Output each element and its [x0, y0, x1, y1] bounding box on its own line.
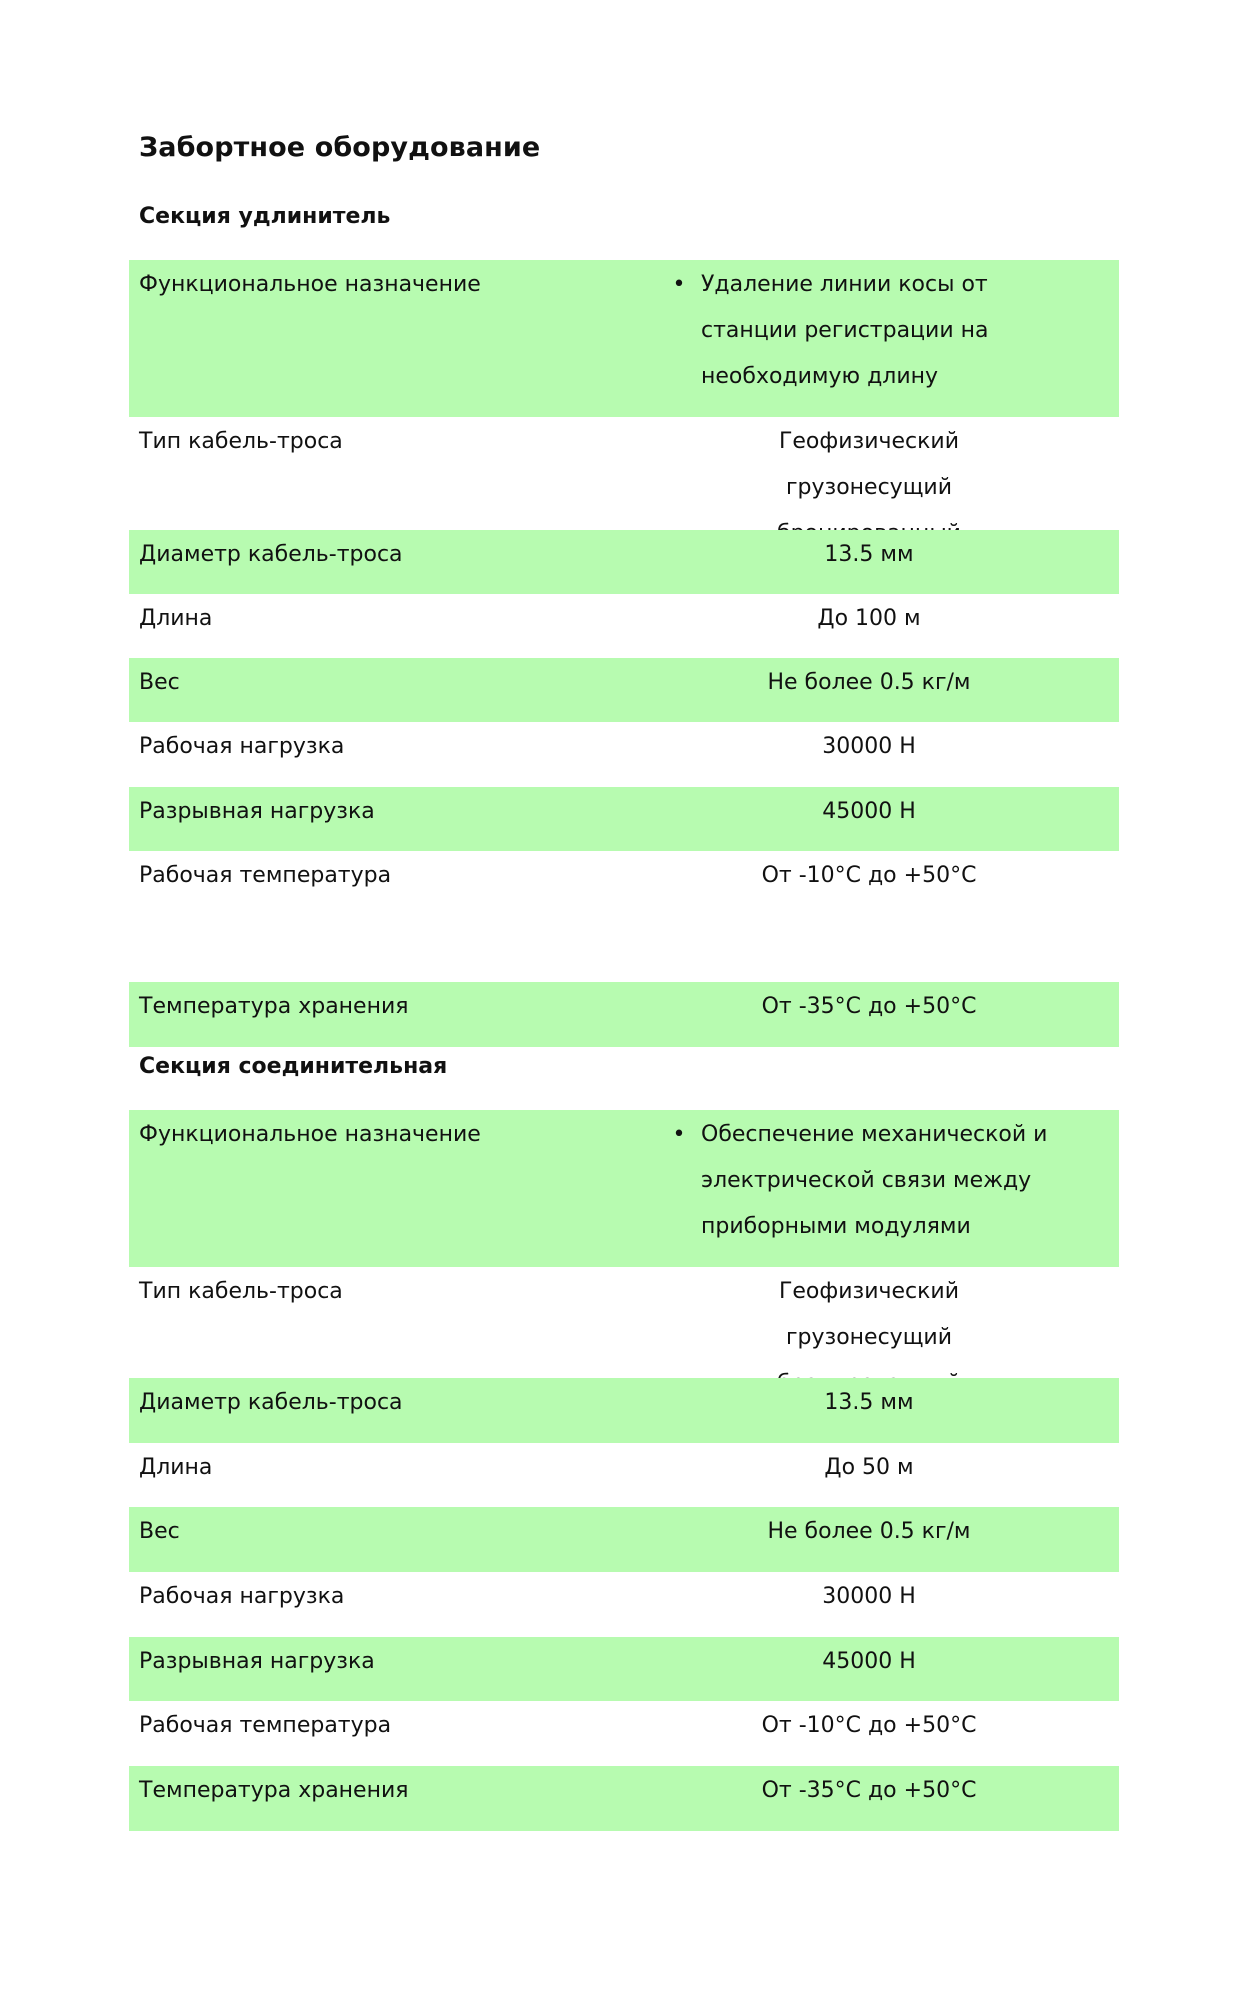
row-label: Длина	[139, 606, 213, 631]
spec-table	[129, 1110, 1119, 1831]
table-row	[129, 1507, 1119, 1572]
table-row	[129, 1637, 1119, 1701]
row-label: Рабочая температура	[139, 863, 392, 888]
row-label: Диаметр кабель-троса	[139, 542, 403, 567]
table-row	[129, 851, 1119, 982]
row-label: Вес	[139, 670, 180, 695]
table-row	[129, 1378, 1119, 1443]
row-value: Не более 0.5 кг/м	[767, 670, 971, 695]
table-row	[129, 722, 1119, 787]
bullet-icon: •	[672, 1122, 686, 1147]
table-row	[129, 1110, 1119, 1267]
section-heading: Секция удлинитель	[139, 204, 391, 229]
table-row	[129, 1572, 1119, 1637]
row-value: 45000 Н	[822, 799, 916, 824]
row-label: Тип кабель-троса	[139, 1279, 343, 1304]
row-label: Диаметр кабель-троса	[139, 1390, 403, 1415]
row-label: Разрывная нагрузка	[139, 799, 375, 824]
table-row	[129, 594, 1119, 658]
spec-table	[129, 260, 1119, 1047]
row-label: Рабочая нагрузка	[139, 734, 345, 759]
table-row	[129, 530, 1119, 594]
row-label: Функциональное назначение	[139, 272, 481, 297]
row-value: До 50 м	[824, 1455, 914, 1480]
row-value: 13.5 мм	[824, 542, 914, 567]
row-value: 13.5 мм	[824, 1390, 914, 1415]
row-value: 30000 Н	[822, 1584, 916, 1609]
row-value: От -35°C до +50°C	[761, 994, 977, 1019]
table-row	[129, 1766, 1119, 1831]
table-row	[129, 658, 1119, 722]
row-value: Геофизический грузонесущий	[778, 1279, 960, 1350]
row-value: Не более 0.5 кг/м	[767, 1519, 971, 1544]
row-label: Длина	[139, 1455, 213, 1480]
table-row	[129, 1701, 1119, 1766]
row-value: Удаление линии косы от станции регистрации на необходимую длину	[701, 272, 989, 389]
table-row	[129, 1443, 1119, 1507]
row-label: Рабочая температура	[139, 1713, 392, 1738]
section-heading: Секция соединительная	[139, 1054, 448, 1079]
row-label: Разрывная нагрузка	[139, 1649, 375, 1674]
bullet-icon: •	[672, 272, 686, 297]
table-row	[129, 260, 1119, 417]
row-label: Вес	[139, 1519, 180, 1544]
row-label: Температура хранения	[139, 1778, 409, 1803]
table-row	[129, 1267, 1119, 1378]
row-value: До 100 м	[817, 606, 921, 631]
row-value: 30000 Н	[822, 734, 916, 759]
table-row	[129, 417, 1119, 530]
row-value: От -10°C до +50°C	[761, 863, 977, 888]
row-value: 45000 Н	[822, 1649, 916, 1674]
table-row	[129, 982, 1119, 1047]
row-label: Функциональное назначение	[139, 1122, 481, 1147]
row-value: Геофизический грузонесущий	[778, 429, 960, 500]
table-row	[129, 787, 1119, 851]
row-value: От -35°C до +50°C	[761, 1778, 977, 1803]
row-label: Температура хранения	[139, 994, 409, 1019]
page-title: Забортное оборудование	[139, 132, 541, 163]
row-label: Рабочая нагрузка	[139, 1584, 345, 1609]
row-value: Обеспечение механической и электрической связи между приборными модулями	[701, 1122, 1048, 1239]
row-value: От -10°C до +50°C	[761, 1713, 977, 1738]
row-label: Тип кабель-троса	[139, 429, 343, 454]
